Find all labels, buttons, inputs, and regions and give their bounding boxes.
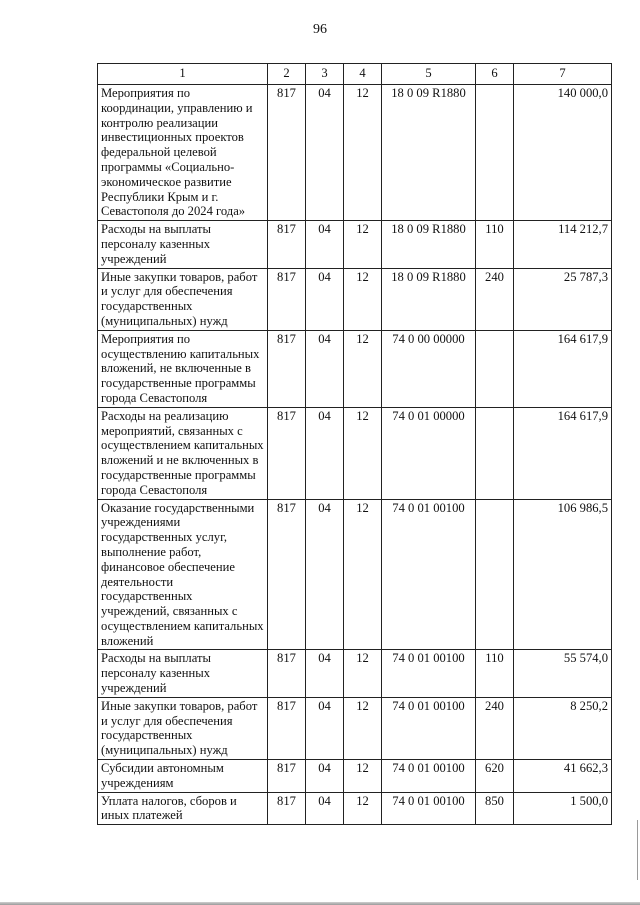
row-section: 04 xyxy=(306,268,344,330)
scan-edge-right xyxy=(637,820,638,880)
row-name: Оказание государственными учреждениями государственных услуг, выполнение работ, финансовое обеспечение деятельности государственных учреждений, связанных с осуществлением капитальных вложений xyxy=(98,499,268,650)
row-amount: 41 662,3 xyxy=(514,760,612,793)
row-expense-type: 110 xyxy=(476,650,514,697)
row-section: 04 xyxy=(306,221,344,268)
table-row xyxy=(98,650,612,697)
row-admin-code: 817 xyxy=(268,792,306,825)
header-col-7: 7 xyxy=(514,64,612,85)
row-subsection: 12 xyxy=(344,407,382,499)
row-expense-type xyxy=(476,407,514,499)
row-amount: 164 617,9 xyxy=(514,407,612,499)
header-col-2: 2 xyxy=(268,64,306,85)
row-subsection: 12 xyxy=(344,697,382,759)
row-section: 04 xyxy=(306,499,344,650)
row-expense-type: 240 xyxy=(476,268,514,330)
row-expense-type xyxy=(476,85,514,221)
row-target-article: 74 0 01 00100 xyxy=(382,499,476,650)
row-subsection: 12 xyxy=(344,221,382,268)
row-name: Расходы на выплаты персоналу казенных учреждений xyxy=(98,221,268,268)
row-target-article: 74 0 01 00100 xyxy=(382,792,476,825)
row-target-article: 18 0 09 R1880 xyxy=(382,268,476,330)
row-expense-type: 620 xyxy=(476,760,514,793)
row-amount: 164 617,9 xyxy=(514,330,612,407)
row-subsection: 12 xyxy=(344,330,382,407)
row-admin-code: 817 xyxy=(268,650,306,697)
budget-table xyxy=(97,63,612,825)
row-subsection: 12 xyxy=(344,792,382,825)
header-col-6: 6 xyxy=(476,64,514,85)
row-subsection: 12 xyxy=(344,268,382,330)
row-target-article: 74 0 01 00100 xyxy=(382,760,476,793)
table-row xyxy=(98,760,612,793)
row-name: Расходы на реализацию мероприятий, связанных с осуществлением капитальных вложений и не включенных в государственные программы города Севастополя xyxy=(98,407,268,499)
row-name: Мероприятия по осуществлению капитальных вложений, не включенные в государственные программы города Севастополя xyxy=(98,330,268,407)
row-amount: 114 212,7 xyxy=(514,221,612,268)
row-target-article: 18 0 09 R1880 xyxy=(382,221,476,268)
header-col-5: 5 xyxy=(382,64,476,85)
table-row xyxy=(98,407,612,499)
table-row xyxy=(98,499,612,650)
row-admin-code: 817 xyxy=(268,85,306,221)
row-admin-code: 817 xyxy=(268,330,306,407)
row-amount: 25 787,3 xyxy=(514,268,612,330)
row-subsection: 12 xyxy=(344,650,382,697)
row-amount: 106 986,5 xyxy=(514,499,612,650)
row-section: 04 xyxy=(306,85,344,221)
table-row xyxy=(98,330,612,407)
header-col-4: 4 xyxy=(344,64,382,85)
row-expense-type: 110 xyxy=(476,221,514,268)
row-amount: 55 574,0 xyxy=(514,650,612,697)
header-col-3: 3 xyxy=(306,64,344,85)
row-subsection: 12 xyxy=(344,499,382,650)
row-amount: 8 250,2 xyxy=(514,697,612,759)
row-target-article: 18 0 09 R1880 xyxy=(382,85,476,221)
row-name: Иные закупки товаров, работ и услуг для обеспечения государственных (муниципальных) нужд xyxy=(98,268,268,330)
row-admin-code: 817 xyxy=(268,760,306,793)
header-row xyxy=(98,64,612,85)
row-name: Расходы на выплаты персоналу казенных учреждений xyxy=(98,650,268,697)
row-admin-code: 817 xyxy=(268,407,306,499)
row-expense-type: 850 xyxy=(476,792,514,825)
row-expense-type xyxy=(476,499,514,650)
row-section: 04 xyxy=(306,697,344,759)
row-section: 04 xyxy=(306,650,344,697)
row-name: Субсидии автономным учреждениям xyxy=(98,760,268,793)
row-admin-code: 817 xyxy=(268,697,306,759)
row-expense-type: 240 xyxy=(476,697,514,759)
row-section: 04 xyxy=(306,760,344,793)
row-amount: 1 500,0 xyxy=(514,792,612,825)
row-amount: 140 000,0 xyxy=(514,85,612,221)
row-section: 04 xyxy=(306,330,344,407)
row-section: 04 xyxy=(306,407,344,499)
table-row xyxy=(98,221,612,268)
row-admin-code: 817 xyxy=(268,221,306,268)
row-name: Уплата налогов, сборов и иных платежей xyxy=(98,792,268,825)
row-admin-code: 817 xyxy=(268,268,306,330)
row-target-article: 74 0 01 00000 xyxy=(382,407,476,499)
row-target-article: 74 0 00 00000 xyxy=(382,330,476,407)
row-target-article: 74 0 01 00100 xyxy=(382,650,476,697)
row-name: Мероприятия по координации, управлению и контролю реализации инвестиционных проектов федеральной целевой программы «Социально-экономическое развитие Республики Крым и г. Севастополя до 2024 года» xyxy=(98,85,268,221)
row-target-article: 74 0 01 00100 xyxy=(382,697,476,759)
table-row xyxy=(98,268,612,330)
row-expense-type xyxy=(476,330,514,407)
row-subsection: 12 xyxy=(344,85,382,221)
table-row xyxy=(98,697,612,759)
row-admin-code: 817 xyxy=(268,499,306,650)
row-name: Иные закупки товаров, работ и услуг для обеспечения государственных (муниципальных) нужд xyxy=(98,697,268,759)
header-col-1: 1 xyxy=(98,64,268,85)
page-number: 96 xyxy=(313,22,327,37)
table-row xyxy=(98,85,612,221)
row-subsection: 12 xyxy=(344,760,382,793)
table-row xyxy=(98,792,612,825)
row-section: 04 xyxy=(306,792,344,825)
